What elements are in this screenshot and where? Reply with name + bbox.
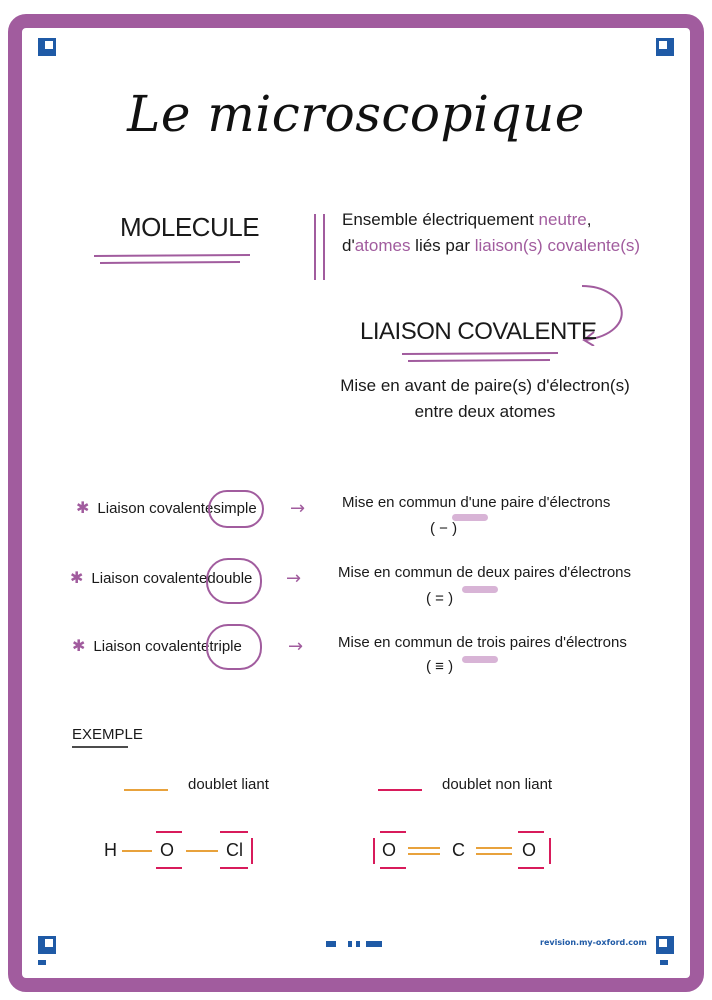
corner-dash-right bbox=[660, 960, 668, 965]
atom-o: O bbox=[160, 840, 175, 860]
corner-mark-bottom-right bbox=[656, 936, 674, 954]
liaison-desc-line2: entre deux atomes bbox=[414, 402, 556, 421]
def-text: Ensemble électriquement bbox=[342, 210, 539, 229]
molecule-heading: MOLECULE bbox=[120, 212, 260, 242]
atom-h: H bbox=[104, 840, 117, 860]
liaison-underline bbox=[398, 350, 564, 366]
arrow-right-icon: → bbox=[286, 568, 302, 589]
bond-symbol: ( − ) bbox=[430, 520, 458, 537]
exemple-underline bbox=[70, 744, 132, 750]
circle-highlight bbox=[206, 624, 262, 670]
asterisk-icon: ✱ bbox=[76, 500, 90, 517]
bond-type: triple bbox=[209, 638, 242, 655]
liaison-description bbox=[320, 373, 650, 425]
def-text: d' bbox=[342, 236, 355, 255]
atom-c: C bbox=[452, 840, 465, 860]
liaison-desc-line1: Mise en avant de paire(s) d'électron(s) bbox=[340, 376, 630, 395]
highlight-mark bbox=[462, 656, 498, 663]
asterisk-icon: ✱ bbox=[70, 570, 84, 587]
footer-logo-icon bbox=[326, 940, 386, 948]
corner-mark-bottom-left bbox=[38, 936, 56, 954]
arrow-right-icon: → bbox=[290, 498, 306, 519]
def-liaison: liaison(s) covalente(s) bbox=[474, 236, 641, 255]
atom-o: O bbox=[522, 840, 537, 860]
bond-desc: Mise en commun de deux paires d'électrons bbox=[338, 564, 632, 581]
atom-o: O bbox=[382, 840, 397, 860]
corner-mark-top-left bbox=[38, 38, 56, 56]
circle-highlight bbox=[206, 558, 262, 604]
def-comma: , bbox=[586, 210, 592, 229]
exemple-heading: EXEMPLE bbox=[72, 726, 143, 743]
footer-url[interactable]: revision.my-oxford.com bbox=[540, 938, 647, 947]
hocl-bonds bbox=[100, 826, 260, 874]
divider-bars bbox=[312, 212, 328, 282]
bond-symbol: ( = ) bbox=[426, 590, 454, 607]
highlight-mark bbox=[462, 586, 498, 593]
molecule-underline bbox=[90, 252, 255, 268]
bond-desc: Mise en commun de trois paires d'électrons bbox=[338, 634, 627, 651]
page-title: Le microscopique bbox=[127, 85, 585, 143]
corner-mark-top-right bbox=[656, 38, 674, 56]
bond-type: double bbox=[207, 570, 253, 587]
co2-bonds bbox=[368, 826, 558, 874]
arrow-right-icon: → bbox=[288, 636, 304, 657]
circle-highlight bbox=[208, 490, 264, 528]
asterisk-icon: ✱ bbox=[72, 638, 86, 655]
legend-non-liant-line bbox=[376, 786, 424, 794]
atom-cl: Cl bbox=[226, 840, 243, 860]
bond-desc: Mise en commun d'une paire d'électrons bbox=[342, 494, 611, 511]
bond-prefix: Liaison covalente bbox=[97, 500, 214, 517]
def-text: liés par bbox=[410, 236, 475, 255]
molecule-definition bbox=[342, 207, 640, 259]
bond-prefix: Liaison covalente bbox=[93, 638, 210, 655]
bond-symbol: ( ≡ ) bbox=[426, 658, 454, 675]
bond-type: simple bbox=[213, 500, 257, 517]
def-atomes: atomes bbox=[354, 236, 411, 255]
bond-prefix: Liaison covalente bbox=[91, 570, 208, 587]
highlight-mark bbox=[452, 514, 488, 521]
corner-dash-left bbox=[38, 960, 46, 965]
legend-liant-line bbox=[122, 786, 170, 794]
legend-liant: doublet liant bbox=[188, 776, 269, 793]
def-neutre: neutre bbox=[538, 210, 587, 229]
liaison-heading: LIAISON COVALENTE bbox=[360, 318, 597, 345]
legend-non-liant: doublet non liant bbox=[442, 776, 553, 793]
